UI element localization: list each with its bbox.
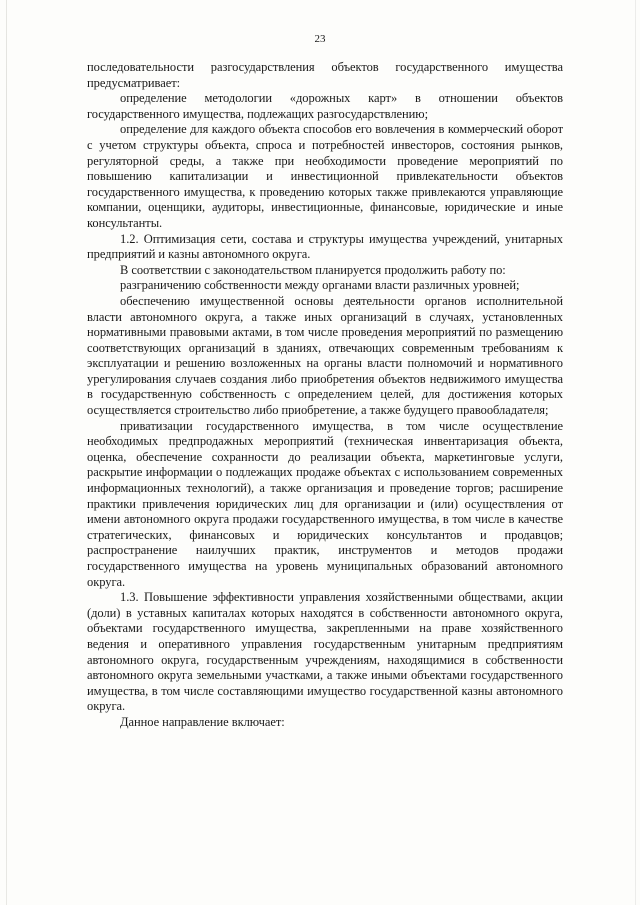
paragraph-3: определение для каждого объекта способов его вовлечения в коммерческий оборот с учетом структуры объекта, спроса и потребностей инвесторов, состояния рынков, регуляторной среды, а также при необходимости проведение мероприятий по повышению капитализации и инвестиционной привлекательности объектов государственного имущества, к проведению которых также привлекаются управляющие компании, оценщики, аудиторы, инвестиционные, финансовые, юридические и иные консультанты. <box>87 122 563 230</box>
paragraph-6: разграничению собственности между органами власти различных уровней; <box>120 278 520 293</box>
page-number: 23 <box>314 33 326 45</box>
paragraph-8: приватизации государственного имущества, в том числе осуществление необходимых предпродажных мероприятий (техническая инвентаризация объекта, оценка, обеспечение сохранности до реализации объекта, маркетинговые услуги, раскрытие информации о подлежащих продаже объектах с использованием современных информационных технологий), а также организация и проведение торгов; расширение практики привлечения юридических лиц для организации и (или) осуществления от имени автономного округа продажи государственного имущества, в том числе в качестве стратегических, финансовых и юридических консультантов и продавцов; распространение наилучших практик, инструментов и методов продажи государственного имущества на уровень муниципальных образований автономного округа. <box>87 418 563 589</box>
paragraph-1: последовательности разгосударствления объектов государственного имущества предусматривает: <box>87 60 563 90</box>
paragraph-4: 1.2. Оптимизация сети, состава и структуры имущества учреждений, унитарных предприятий и казны автономного округа. <box>87 231 563 262</box>
paragraph-2: определение методологии «дорожных карт» в отношении объектов государственного имущества, подлежащих разгосударствлению; <box>87 91 563 121</box>
scan-edge-right <box>635 0 636 905</box>
document-body <box>87 60 563 731</box>
paragraph-10: Данное направление включает: <box>120 714 285 729</box>
paragraph-9: 1.3. Повышение эффективности управления хозяйственными обществами, акции (доли) в уставных капиталах которых находятся в собственности автономного округа, объектами государственного имущества, закрепленными на праве хозяйственного ведения и оперативного управления государственным унитарным предприятиям автономного округа, государственным учреждениям, находящимися в собственности автономного округа земельными участками, а также иными объектами государственного имущества, в том числе составляющими имущество государственной казны автономного округа. <box>87 590 563 714</box>
paragraph-7: обеспечению имущественной основы деятельности органов исполнительной власти автономного округа, а также иных организаций в случаях, установленных нормативными правовыми актами, в том числе проведения мероприятий по размещению соответствующих организаций в зданиях, отвечающих современным требованиям к эксплуатации и решению возложенных на органы власти полномочий и нормативного урегулирования случаев создания либо приобретения объектов недвижимого имущества в государственную собственность с определением целей, для достижения которых осуществляется строительство либо приобретение, а также будущего правообладателя; <box>87 293 563 418</box>
paragraph-5: В соответствии с законодательством планируется продолжить работу по: <box>120 262 506 277</box>
scan-edge-left <box>6 0 7 905</box>
